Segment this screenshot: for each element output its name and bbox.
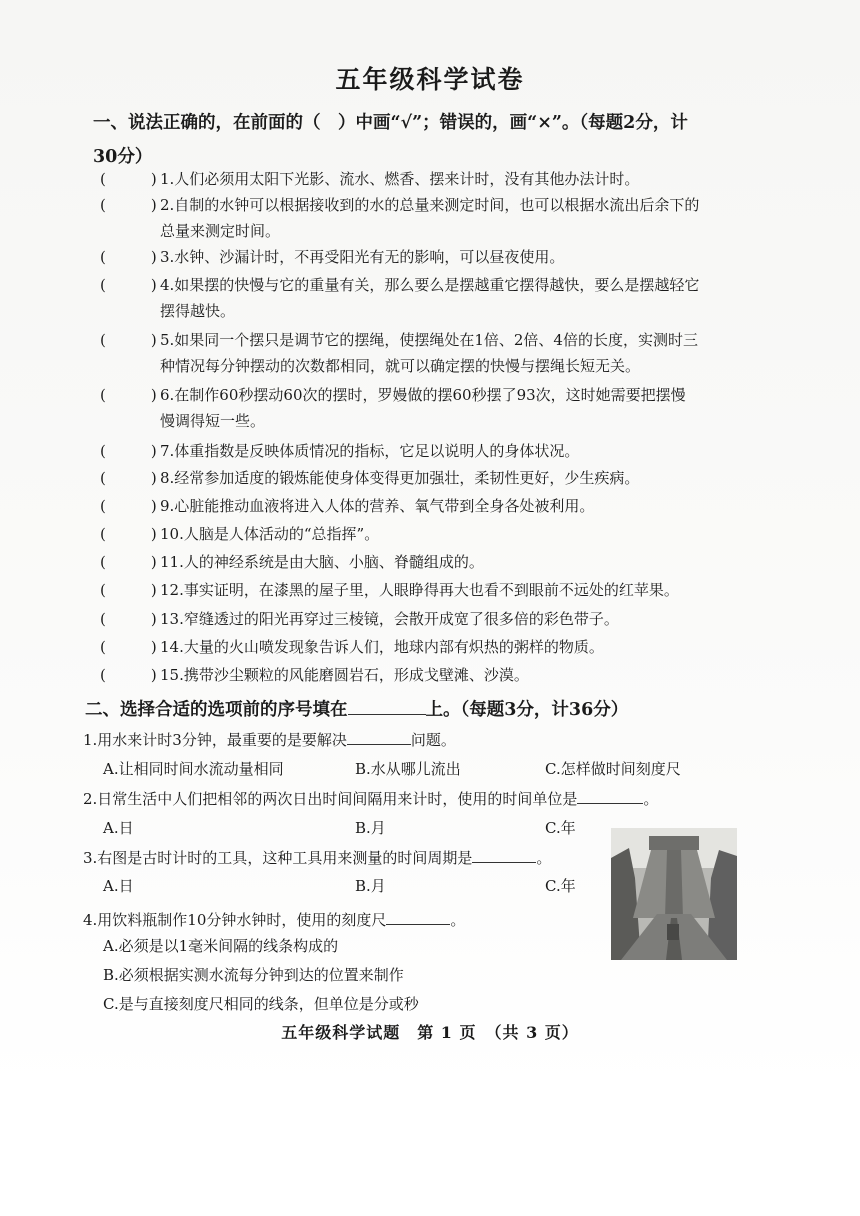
item-text: 6.在制作60秒摆动60次的摆时，罗嫚做的摆60秒摆了93次，这时她需要把摆慢 xyxy=(160,386,686,404)
question-text-end: 。 xyxy=(450,911,466,929)
option-b[interactable]: B.水从哪儿流出 xyxy=(355,760,461,778)
judge-item-6 xyxy=(100,382,760,434)
option-c[interactable]: C.年 xyxy=(545,819,576,837)
question-text-end: 。 xyxy=(643,790,659,808)
answer-paren[interactable]: ( ) xyxy=(100,248,157,266)
judge-item-11 xyxy=(100,549,760,575)
section1-heading xyxy=(93,106,763,174)
answer-paren[interactable]: ( ) xyxy=(100,553,157,571)
choice-question-1 xyxy=(83,727,743,753)
item-text: 慢调得短一些。 xyxy=(160,412,266,430)
option-a[interactable]: A.必须是以1毫米间隔的线条构成的 xyxy=(103,937,339,955)
section2-heading-post: 上。（每题3分，计36分） xyxy=(425,700,629,720)
item-text: 2.自制的水钟可以根据接收到的水的总量来测定时间，也可以根据水流出后余下的 xyxy=(160,196,700,214)
item-text: 7.体重指数是反映体质情况的指标，它足以说明人的身体状况。 xyxy=(160,442,580,460)
judge-item-4 xyxy=(100,272,760,324)
ancient-timekeeping-photo xyxy=(611,828,737,960)
answer-paren[interactable]: ( ) xyxy=(100,276,157,294)
answer-paren[interactable]: ( ) xyxy=(100,469,157,487)
section1-heading-line1: 一、说法正确的，在前面的（ ）中画“√”；错误的，画“×”。（每题2分，计 xyxy=(93,113,688,133)
option-a[interactable]: A.日 xyxy=(103,819,134,837)
judge-item-12 xyxy=(100,577,760,603)
option-c[interactable]: C.怎样做时间刻度尺 xyxy=(545,760,681,778)
answer-paren[interactable]: ( ) xyxy=(100,638,157,656)
answer-paren[interactable]: ( ) xyxy=(100,666,157,684)
judge-item-10 xyxy=(100,521,760,547)
answer-paren[interactable]: ( ) xyxy=(100,196,157,214)
answer-paren[interactable]: ( ) xyxy=(100,331,157,349)
answer-paren[interactable]: ( ) xyxy=(100,525,157,543)
item-text: 4.如果摆的快慢与它的重量有关，那么要么是摆越重它摆得越快，要么是摆越轻它 xyxy=(160,276,700,294)
question-text: 3.右图是古时计时的工具，这种工具用来测量的时间周期是 xyxy=(83,849,473,867)
judge-item-7 xyxy=(100,438,760,464)
section2-heading xyxy=(85,693,755,727)
question-text: 1.用水来计时3分钟，最重要的是要解决 xyxy=(83,731,347,749)
answer-blank[interactable] xyxy=(577,789,643,804)
section2-heading-pre: 二、选择合适的选项前的序号填在 xyxy=(85,700,348,720)
answer-blank[interactable] xyxy=(386,910,450,925)
judge-item-15 xyxy=(100,662,760,688)
question-text-end: 。 xyxy=(536,849,552,867)
option-b[interactable]: B.月 xyxy=(355,877,386,895)
question-text: 2.日常生活中人们把相邻的两次日出时间间隔用来计时，使用的时间单位是 xyxy=(83,790,578,808)
judge-item-8 xyxy=(100,465,760,491)
option-b[interactable]: B.月 xyxy=(355,819,386,837)
page-title: 五年级科学试卷 xyxy=(335,65,525,94)
option-c[interactable]: C.年 xyxy=(545,877,576,895)
item-text: 13.窄缝透过的阳光再穿过三棱镜，会散开成宽了很多倍的彩色带子。 xyxy=(160,610,619,628)
item-text: 1.人们必须用太阳下光影、流水、燃香、摆来计时，没有其他办法计时。 xyxy=(160,170,640,188)
choice-question-2 xyxy=(83,786,743,812)
option-b[interactable]: B.必须根据实测水流每分钟到达的位置来制作 xyxy=(103,966,404,984)
item-text: 总量来测定时间。 xyxy=(160,222,281,240)
item-text: 5.如果同一个摆只是调节它的摆绳，使摆绳处在1倍、2倍、4倍的长度，实测时三 xyxy=(160,331,698,349)
answer-blank[interactable] xyxy=(347,730,411,745)
question-text: 4.用饮料瓶制作10分钟水钟时，使用的刻度尺 xyxy=(83,911,387,929)
answer-paren[interactable]: ( ) xyxy=(100,386,157,404)
answer-paren[interactable]: ( ) xyxy=(100,581,157,599)
item-text: 种情况每分钟摆动的次数都相同，就可以确定摆的快慢与摆绳长短无关。 xyxy=(160,357,641,375)
option-a[interactable]: A.让相同时间水流动量相同 xyxy=(103,760,284,778)
answer-paren[interactable]: ( ) xyxy=(100,610,157,628)
question-text-end: 问题。 xyxy=(410,731,456,749)
item-text: 15.携带沙尘颗粒的风能磨圆岩石，形成戈壁滩、沙漠。 xyxy=(160,666,529,684)
item-text: 摆得越快。 xyxy=(160,302,236,320)
item-text: 9.心脏能推动血液将进入人体的营养、氧气带到全身各处被利用。 xyxy=(160,497,595,515)
item-text: 3.水钟、沙漏计时，不再受阳光有无的影响，可以昼夜使用。 xyxy=(160,248,565,266)
judge-item-13 xyxy=(100,606,760,632)
answer-paren[interactable]: ( ) xyxy=(100,442,157,460)
answer-blank[interactable] xyxy=(348,700,426,715)
judge-item-5 xyxy=(100,327,760,379)
judge-item-14 xyxy=(100,634,760,660)
item-text: 14.大量的火山喷发现象告诉人们，地球内部有炽热的粥样的物质。 xyxy=(160,638,604,656)
judge-item-3 xyxy=(100,244,760,270)
page-footer: 五年级科学试题 第 1 页 （共 3 页） xyxy=(281,1023,579,1042)
judge-item-2 xyxy=(100,192,760,244)
judge-item-1 xyxy=(100,166,760,192)
option-c[interactable]: C.是与直接刻度尺相同的线条，但单位是分或秒 xyxy=(103,995,419,1013)
answer-blank[interactable] xyxy=(472,848,536,863)
section1-heading-line2: 30分） xyxy=(93,147,153,167)
item-text: 12.事实证明，在漆黑的屋子里，人眼睁得再大也看不到眼前不远处的红苹果。 xyxy=(160,581,679,599)
item-text: 11.人的神经系统是由大脑、小脑、脊髓组成的。 xyxy=(160,553,484,571)
answer-paren[interactable]: ( ) xyxy=(100,497,157,515)
answer-paren[interactable]: ( ) xyxy=(100,170,157,188)
judge-item-9 xyxy=(100,493,760,519)
item-text: 8.经常参加适度的锻炼能使身体变得更加强壮，柔韧性更好，少生疾病。 xyxy=(160,469,640,487)
item-text: 10.人脑是人体活动的“总指挥”。 xyxy=(160,525,380,543)
option-a[interactable]: A.日 xyxy=(103,877,134,895)
